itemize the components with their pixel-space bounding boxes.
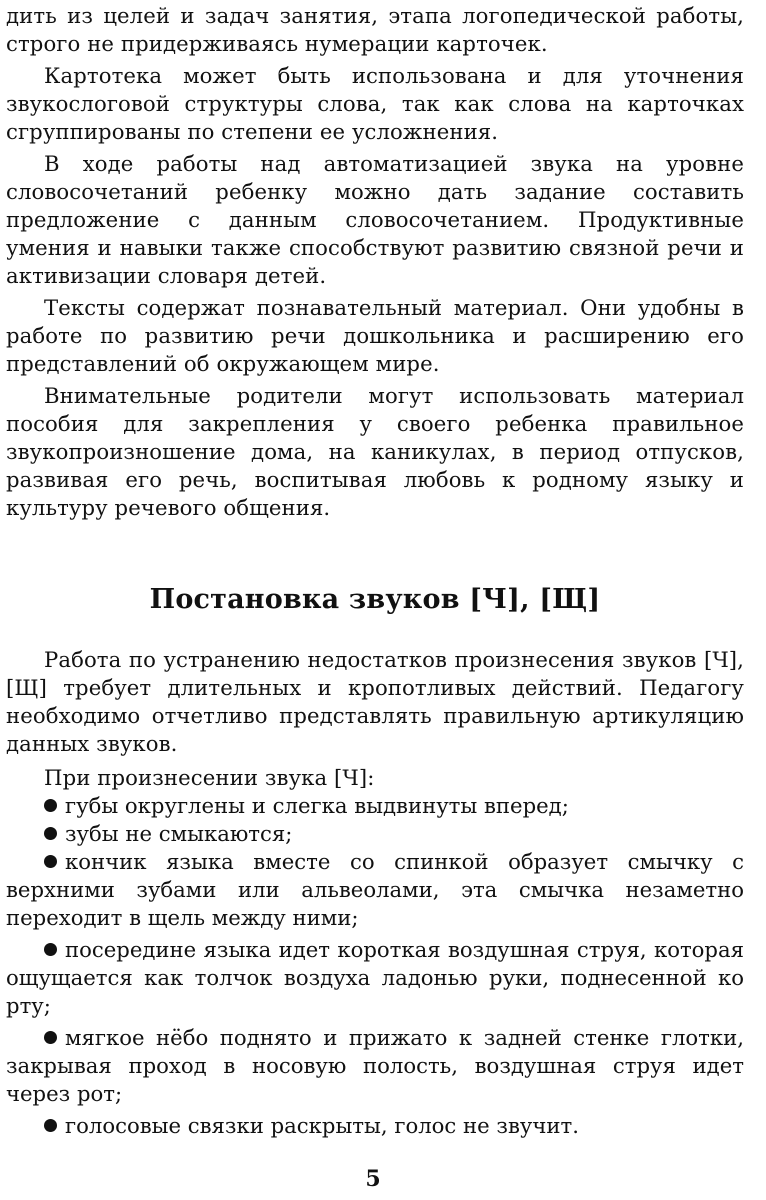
list-item: губы округлены и слегка выдвинуты вперед; [6, 792, 744, 820]
paragraph-texts: Тексты содержат познавательный материал. Они удобны в работе по развитию речи дошкольника и расширению его представлений об окружающем мире. [6, 295, 744, 376]
paragraph-automation: В ходе работы над автоматизацией звука на уровне словосочетаний ребенку можно дать задание составить предложение с данным словосочетанием. Продуктивные умения и навыки также способствуют развитию связной речи и активизации словаря детей. [6, 151, 744, 288]
bullet-icon [44, 943, 57, 956]
list-intro: При произнесении звука [Ч]: [44, 765, 375, 790]
paragraph-section-intro: Работа по устранению недостатков произнесения звуков [Ч], [Щ] требует длительных и кропотливых действий. Педагогу необходимо отчетливо представлять правильную артикуляцию данных звуков. [6, 647, 744, 756]
list-item: голосовые связки раскрыты, голос не звучит. [6, 1112, 744, 1140]
list-item: мягкое нёбо поднято и прижато к задней стенке глотки, закрывая проход в носовую полость, воздушная струя идет через рот; [6, 1025, 744, 1106]
bullet-icon [44, 827, 57, 840]
paragraph-card-index: Картотека может быть использована и для уточнения звукослоговой структуры слова, так как слова на карточках сгруппированы по степени ее усложнения. [6, 63, 744, 144]
page-body [6, 0, 744, 1140]
paragraph-parents: Внимательные родители могут использовать материал пособия для закрепления у своего ребенка правильное звукопроизношение дома, на каникулах, в период отпусков, развивая его речь, воспитывая любовь к родному языку и культуру речевого общения. [6, 383, 744, 520]
bullet-icon [44, 855, 57, 868]
bullet-list [6, 792, 744, 1140]
bullet-icon [44, 1119, 57, 1132]
bullet-icon [44, 799, 57, 812]
paragraph-continued: дить из целей и задач занятия, этапа логопедической работы, строго не придерживаясь нумерации карточек. [6, 3, 744, 56]
list-item: кончик языка вместе со спинкой образует смычку с верхними зубами или альвеолами, эта смычка незаметно переходит в щель между ними; [6, 849, 744, 930]
list-item: зубы не смыкаются; [6, 820, 744, 848]
bullet-icon [44, 1031, 57, 1044]
list-item: посередине языка идет короткая воздушная струя, которая ощущается как толчок воздуха ладонью руки, поднесенной ко рту; [6, 937, 744, 1018]
section-heading: Постановка звуков [Ч], [Щ] [149, 584, 601, 615]
page-number: 5 [365, 1166, 381, 1192]
